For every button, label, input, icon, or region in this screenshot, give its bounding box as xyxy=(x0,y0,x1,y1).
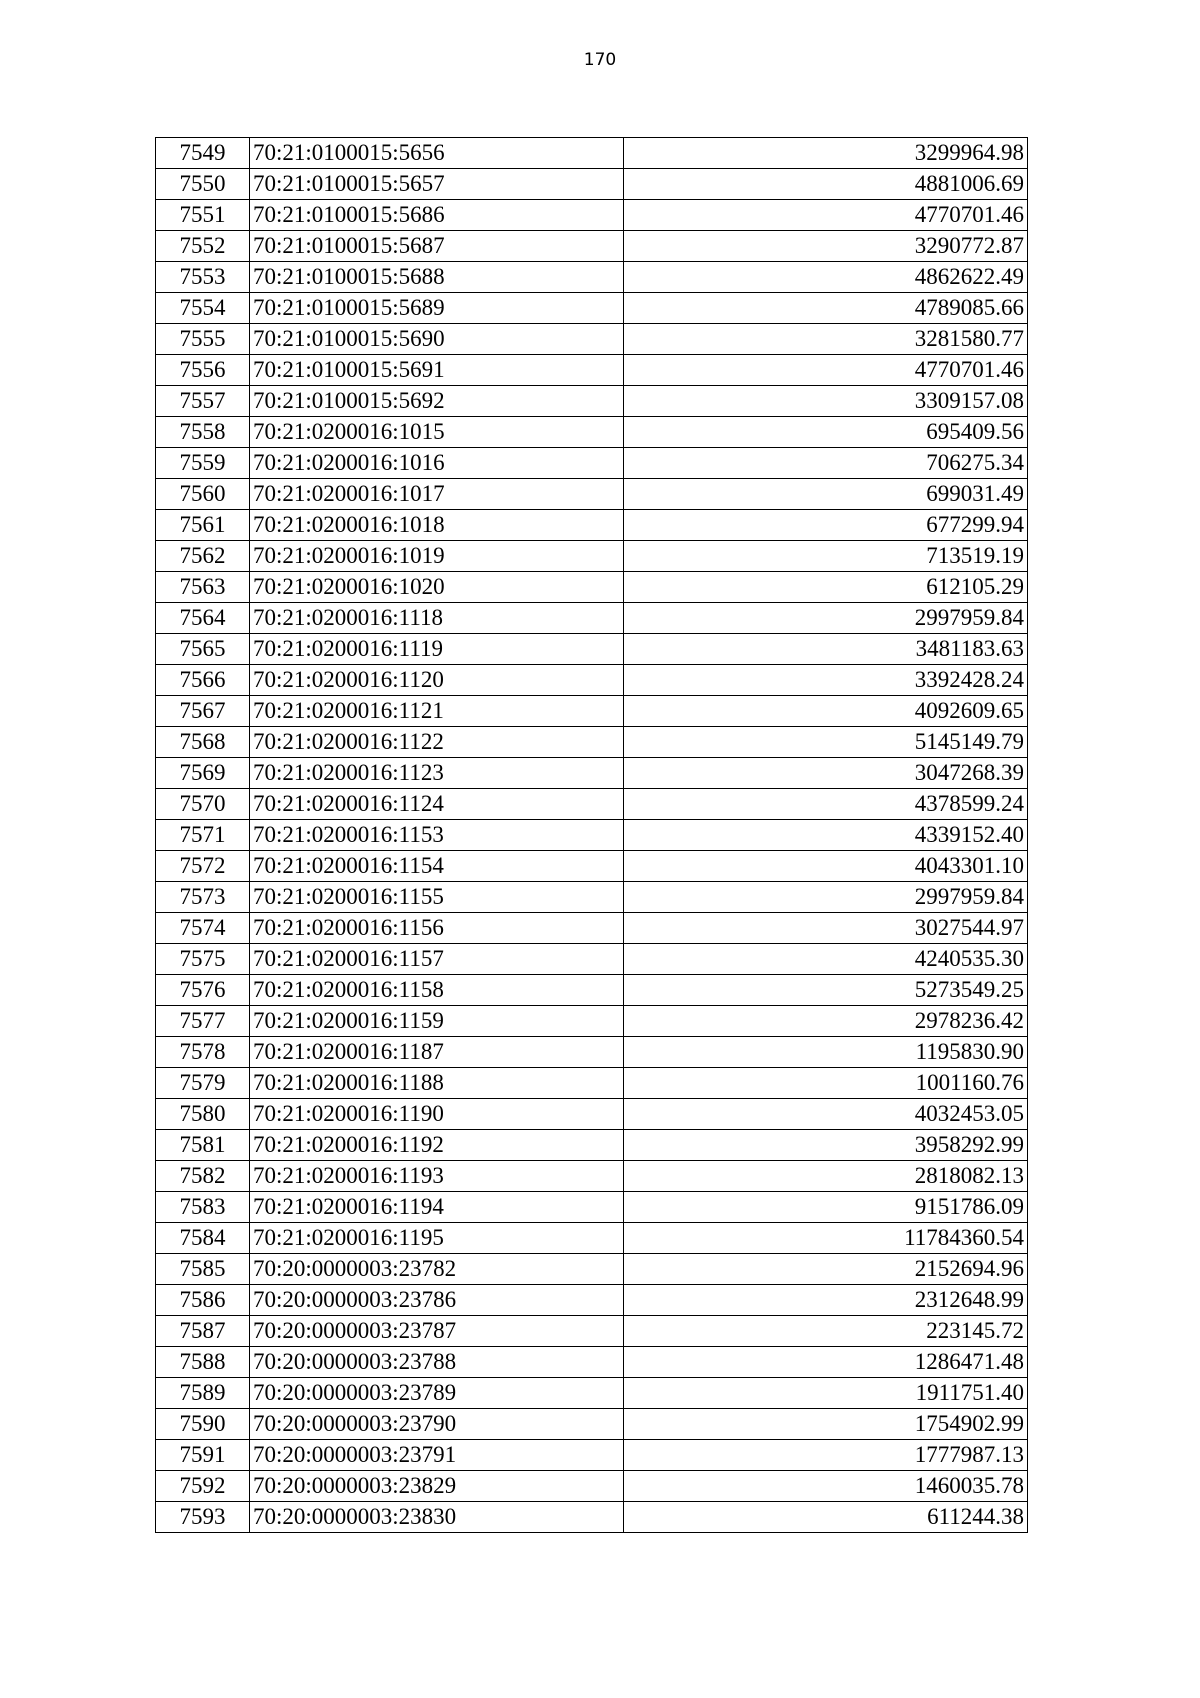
cadastral-value-cell: 3047268.39 xyxy=(624,758,1028,789)
table-row xyxy=(156,1223,1028,1254)
row-number-cell: 7565 xyxy=(156,634,250,665)
row-number-cell: 7566 xyxy=(156,665,250,696)
row-number-cell: 7570 xyxy=(156,789,250,820)
cadastral-number-cell: 70:21:0200016:1020 xyxy=(250,572,624,603)
table-row xyxy=(156,727,1028,758)
cadastral-number-cell: 70:21:0200016:1195 xyxy=(250,1223,624,1254)
table-row xyxy=(156,1068,1028,1099)
row-number-cell: 7549 xyxy=(156,138,250,169)
cadastral-value-cell: 612105.29 xyxy=(624,572,1028,603)
table-row xyxy=(156,603,1028,634)
row-number-cell: 7583 xyxy=(156,1192,250,1223)
table-row xyxy=(156,851,1028,882)
cadastral-value-cell: 2978236.42 xyxy=(624,1006,1028,1037)
row-number-cell: 7550 xyxy=(156,169,250,200)
cadastral-number-cell: 70:20:0000003:23788 xyxy=(250,1347,624,1378)
cadastral-value-table xyxy=(155,137,1028,1533)
cadastral-number-cell: 70:20:0000003:23786 xyxy=(250,1285,624,1316)
row-number-cell: 7552 xyxy=(156,231,250,262)
cadastral-number-cell: 70:21:0200016:1018 xyxy=(250,510,624,541)
table-row xyxy=(156,572,1028,603)
cadastral-value-cell: 2152694.96 xyxy=(624,1254,1028,1285)
cadastral-number-cell: 70:20:0000003:23787 xyxy=(250,1316,624,1347)
row-number-cell: 7574 xyxy=(156,913,250,944)
table-row xyxy=(156,324,1028,355)
table-row xyxy=(156,262,1028,293)
table-row xyxy=(156,1347,1028,1378)
cadastral-value-cell: 713519.19 xyxy=(624,541,1028,572)
table-row xyxy=(156,417,1028,448)
row-number-cell: 7579 xyxy=(156,1068,250,1099)
row-number-cell: 7573 xyxy=(156,882,250,913)
cadastral-number-cell: 70:20:0000003:23830 xyxy=(250,1502,624,1533)
cadastral-number-cell: 70:21:0200016:1158 xyxy=(250,975,624,1006)
table-row xyxy=(156,1316,1028,1347)
table-row xyxy=(156,882,1028,913)
table-row xyxy=(156,1409,1028,1440)
table-body xyxy=(156,138,1028,1533)
cadastral-value-cell: 699031.49 xyxy=(624,479,1028,510)
table-row xyxy=(156,1037,1028,1068)
cadastral-value-cell: 9151786.09 xyxy=(624,1192,1028,1223)
cadastral-value-cell: 1195830.90 xyxy=(624,1037,1028,1068)
table-row xyxy=(156,1285,1028,1316)
row-number-cell: 7559 xyxy=(156,448,250,479)
cadastral-value-cell: 1001160.76 xyxy=(624,1068,1028,1099)
cadastral-value-cell: 1777987.13 xyxy=(624,1440,1028,1471)
row-number-cell: 7568 xyxy=(156,727,250,758)
table-row xyxy=(156,479,1028,510)
cadastral-number-cell: 70:21:0100015:5686 xyxy=(250,200,624,231)
cadastral-number-cell: 70:21:0200016:1159 xyxy=(250,1006,624,1037)
table-row xyxy=(156,789,1028,820)
cadastral-value-cell: 611244.38 xyxy=(624,1502,1028,1533)
table-row xyxy=(156,820,1028,851)
cadastral-value-cell: 4032453.05 xyxy=(624,1099,1028,1130)
table-row xyxy=(156,665,1028,696)
cadastral-value-cell: 4339152.40 xyxy=(624,820,1028,851)
table-row xyxy=(156,541,1028,572)
cadastral-value-cell: 4881006.69 xyxy=(624,169,1028,200)
cadastral-value-cell: 3299964.98 xyxy=(624,138,1028,169)
cadastral-value-cell: 1911751.40 xyxy=(624,1378,1028,1409)
page-number: 170 xyxy=(583,50,617,70)
cadastral-number-cell: 70:21:0200016:1153 xyxy=(250,820,624,851)
row-number-cell: 7553 xyxy=(156,262,250,293)
cadastral-number-cell: 70:20:0000003:23789 xyxy=(250,1378,624,1409)
cadastral-value-cell: 4770701.46 xyxy=(624,355,1028,386)
cadastral-number-cell: 70:21:0200016:1156 xyxy=(250,913,624,944)
table-row xyxy=(156,1099,1028,1130)
cadastral-value-cell: 2997959.84 xyxy=(624,882,1028,913)
cadastral-number-cell: 70:21:0200016:1017 xyxy=(250,479,624,510)
table-row xyxy=(156,975,1028,1006)
row-number-cell: 7593 xyxy=(156,1502,250,1533)
cadastral-value-cell: 1460035.78 xyxy=(624,1471,1028,1502)
cadastral-value-cell: 3027544.97 xyxy=(624,913,1028,944)
row-number-cell: 7562 xyxy=(156,541,250,572)
row-number-cell: 7592 xyxy=(156,1471,250,1502)
cadastral-number-cell: 70:21:0100015:5692 xyxy=(250,386,624,417)
cadastral-number-cell: 70:21:0100015:5691 xyxy=(250,355,624,386)
cadastral-value-cell: 3309157.08 xyxy=(624,386,1028,417)
row-number-cell: 7584 xyxy=(156,1223,250,1254)
cadastral-number-cell: 70:20:0000003:23829 xyxy=(250,1471,624,1502)
table-row xyxy=(156,448,1028,479)
cadastral-value-cell: 1754902.99 xyxy=(624,1409,1028,1440)
cadastral-number-cell: 70:21:0100015:5657 xyxy=(250,169,624,200)
cadastral-value-cell: 3392428.24 xyxy=(624,665,1028,696)
cadastral-number-cell: 70:21:0100015:5656 xyxy=(250,138,624,169)
row-number-cell: 7575 xyxy=(156,944,250,975)
table-row xyxy=(156,386,1028,417)
row-number-cell: 7578 xyxy=(156,1037,250,1068)
row-number-cell: 7556 xyxy=(156,355,250,386)
cadastral-value-cell: 2997959.84 xyxy=(624,603,1028,634)
table-row xyxy=(156,758,1028,789)
cadastral-number-cell: 70:21:0200016:1015 xyxy=(250,417,624,448)
cadastral-number-cell: 70:21:0200016:1193 xyxy=(250,1161,624,1192)
cadastral-value-cell: 223145.72 xyxy=(624,1316,1028,1347)
table-row xyxy=(156,1440,1028,1471)
table-row xyxy=(156,169,1028,200)
table-row xyxy=(156,634,1028,665)
cadastral-value-cell: 3290772.87 xyxy=(624,231,1028,262)
row-number-cell: 7576 xyxy=(156,975,250,1006)
cadastral-value-cell: 677299.94 xyxy=(624,510,1028,541)
table-row xyxy=(156,231,1028,262)
row-number-cell: 7572 xyxy=(156,851,250,882)
cadastral-value-cell: 4862622.49 xyxy=(624,262,1028,293)
cadastral-value-cell: 5273549.25 xyxy=(624,975,1028,1006)
cadastral-number-cell: 70:21:0100015:5690 xyxy=(250,324,624,355)
cadastral-number-cell: 70:21:0200016:1120 xyxy=(250,665,624,696)
row-number-cell: 7561 xyxy=(156,510,250,541)
cadastral-value-cell: 706275.34 xyxy=(624,448,1028,479)
cadastral-value-cell: 4378599.24 xyxy=(624,789,1028,820)
table-row xyxy=(156,1471,1028,1502)
cadastral-number-cell: 70:21:0200016:1154 xyxy=(250,851,624,882)
row-number-cell: 7588 xyxy=(156,1347,250,1378)
row-number-cell: 7582 xyxy=(156,1161,250,1192)
row-number-cell: 7581 xyxy=(156,1130,250,1161)
row-number-cell: 7555 xyxy=(156,324,250,355)
cadastral-value-cell: 4240535.30 xyxy=(624,944,1028,975)
cadastral-number-cell: 70:20:0000003:23790 xyxy=(250,1409,624,1440)
cadastral-number-cell: 70:21:0200016:1016 xyxy=(250,448,624,479)
cadastral-value-cell: 3958292.99 xyxy=(624,1130,1028,1161)
cadastral-number-cell: 70:21:0200016:1188 xyxy=(250,1068,624,1099)
table-row xyxy=(156,913,1028,944)
cadastral-number-cell: 70:21:0200016:1019 xyxy=(250,541,624,572)
row-number-cell: 7571 xyxy=(156,820,250,851)
row-number-cell: 7587 xyxy=(156,1316,250,1347)
table-row xyxy=(156,355,1028,386)
cadastral-value-cell: 2312648.99 xyxy=(624,1285,1028,1316)
cadastral-value-cell: 5145149.79 xyxy=(624,727,1028,758)
table-row xyxy=(156,1192,1028,1223)
cadastral-number-cell: 70:20:0000003:23782 xyxy=(250,1254,624,1285)
cadastral-number-cell: 70:21:0100015:5688 xyxy=(250,262,624,293)
row-number-cell: 7551 xyxy=(156,200,250,231)
cadastral-value-cell: 4092609.65 xyxy=(624,696,1028,727)
row-number-cell: 7554 xyxy=(156,293,250,324)
table-row xyxy=(156,944,1028,975)
row-number-cell: 7567 xyxy=(156,696,250,727)
cadastral-number-cell: 70:21:0200016:1157 xyxy=(250,944,624,975)
cadastral-number-cell: 70:21:0200016:1155 xyxy=(250,882,624,913)
row-number-cell: 7563 xyxy=(156,572,250,603)
cadastral-value-cell: 3281580.77 xyxy=(624,324,1028,355)
cadastral-value-cell: 11784360.54 xyxy=(624,1223,1028,1254)
cadastral-number-cell: 70:21:0200016:1119 xyxy=(250,634,624,665)
table-row xyxy=(156,1254,1028,1285)
cadastral-value-cell: 1286471.48 xyxy=(624,1347,1028,1378)
table-row xyxy=(156,1006,1028,1037)
row-number-cell: 7586 xyxy=(156,1285,250,1316)
cadastral-value-cell: 4043301.10 xyxy=(624,851,1028,882)
table-row xyxy=(156,293,1028,324)
table-row xyxy=(156,1161,1028,1192)
cadastral-number-cell: 70:21:0200016:1124 xyxy=(250,789,624,820)
table-row xyxy=(156,696,1028,727)
cadastral-number-cell: 70:21:0100015:5687 xyxy=(250,231,624,262)
cadastral-number-cell: 70:21:0200016:1190 xyxy=(250,1099,624,1130)
row-number-cell: 7590 xyxy=(156,1409,250,1440)
table-row xyxy=(156,1378,1028,1409)
cadastral-value-cell: 4789085.66 xyxy=(624,293,1028,324)
row-number-cell: 7564 xyxy=(156,603,250,634)
row-number-cell: 7577 xyxy=(156,1006,250,1037)
cadastral-number-cell: 70:20:0000003:23791 xyxy=(250,1440,624,1471)
cadastral-value-cell: 695409.56 xyxy=(624,417,1028,448)
row-number-cell: 7558 xyxy=(156,417,250,448)
cadastral-value-cell: 3481183.63 xyxy=(624,634,1028,665)
cadastral-number-cell: 70:21:0200016:1123 xyxy=(250,758,624,789)
cadastral-number-cell: 70:21:0200016:1122 xyxy=(250,727,624,758)
table-row xyxy=(156,510,1028,541)
row-number-cell: 7585 xyxy=(156,1254,250,1285)
cadastral-number-cell: 70:21:0100015:5689 xyxy=(250,293,624,324)
cadastral-value-cell: 2818082.13 xyxy=(624,1161,1028,1192)
row-number-cell: 7591 xyxy=(156,1440,250,1471)
cadastral-number-cell: 70:21:0200016:1118 xyxy=(250,603,624,634)
cadastral-number-cell: 70:21:0200016:1192 xyxy=(250,1130,624,1161)
row-number-cell: 7560 xyxy=(156,479,250,510)
row-number-cell: 7589 xyxy=(156,1378,250,1409)
row-number-cell: 7569 xyxy=(156,758,250,789)
row-number-cell: 7580 xyxy=(156,1099,250,1130)
cadastral-value-cell: 4770701.46 xyxy=(624,200,1028,231)
table-row xyxy=(156,138,1028,169)
cadastral-number-cell: 70:21:0200016:1121 xyxy=(250,696,624,727)
table-row xyxy=(156,1502,1028,1533)
cadastral-number-cell: 70:21:0200016:1194 xyxy=(250,1192,624,1223)
table-row xyxy=(156,1130,1028,1161)
row-number-cell: 7557 xyxy=(156,386,250,417)
cadastral-number-cell: 70:21:0200016:1187 xyxy=(250,1037,624,1068)
table-row xyxy=(156,200,1028,231)
